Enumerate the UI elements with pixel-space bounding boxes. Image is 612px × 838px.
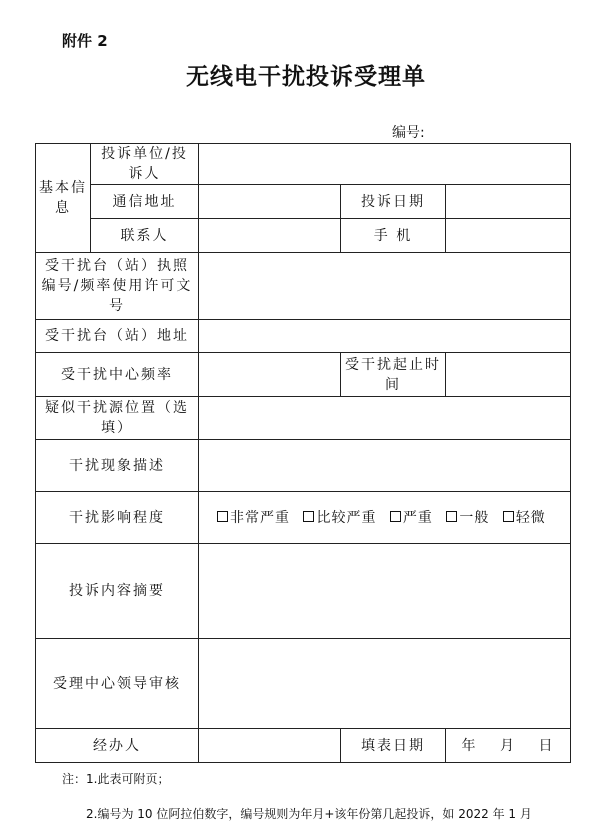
severity-option[interactable]: 比较严重: [303, 510, 376, 526]
severity-option[interactable]: 一般: [446, 510, 489, 526]
severity-option[interactable]: 严重: [390, 510, 433, 526]
mobile-label: 手 机: [341, 219, 446, 253]
severity-label: 干扰影响程度: [36, 492, 199, 544]
address-label: 通信地址: [91, 185, 199, 219]
fill-date-label: 填表日期: [341, 729, 446, 763]
checkbox-icon[interactable]: [217, 511, 228, 522]
contact-label: 联系人: [91, 219, 199, 253]
complaint-date-label: 投诉日期: [341, 185, 446, 219]
interference-time-label: 受干扰起止时间: [341, 353, 446, 397]
station-address-field[interactable]: [199, 320, 571, 353]
summary-label: 投诉内容摘要: [36, 544, 199, 639]
station-address-label: 受干扰台（站）地址: [36, 320, 199, 353]
complaint-date-field[interactable]: [446, 185, 571, 219]
note-2: 2.编号为 10 位阿拉伯数字，编号规则为年月+该年份第几起投诉，如 2022 年 1 月: [86, 807, 532, 821]
serial-number-label: 编号:: [392, 125, 425, 141]
phenomenon-label: 干扰现象描述: [36, 440, 199, 492]
station-license-field[interactable]: [199, 253, 571, 320]
phenomenon-field[interactable]: [199, 440, 571, 492]
review-field[interactable]: [199, 639, 571, 729]
review-label: 受理中心领导审核: [36, 639, 199, 729]
checkbox-icon[interactable]: [303, 511, 314, 522]
severity-option[interactable]: 轻微: [503, 510, 546, 526]
checkbox-icon[interactable]: [503, 511, 514, 522]
severity-option[interactable]: 非常严重: [217, 510, 290, 526]
source-location-field[interactable]: [199, 397, 571, 440]
center-frequency-label: 受干扰中心频率: [36, 353, 199, 397]
station-license-label: 受干扰台（站）执照编号/频率使用许可文号: [36, 253, 199, 320]
mobile-field[interactable]: [446, 219, 571, 253]
note-1: 注：1.此表可附页；: [62, 772, 170, 786]
source-location-label: 疑似干扰源位置（选填）: [36, 397, 199, 440]
complaint-form-table: [35, 143, 571, 763]
address-field[interactable]: [199, 185, 341, 219]
checkbox-icon[interactable]: [390, 511, 401, 522]
form-title: 无线电干扰投诉受理单: [186, 63, 426, 90]
handler-label: 经办人: [36, 729, 199, 763]
interference-time-field[interactable]: [446, 353, 571, 397]
severity-options: [199, 492, 571, 544]
basic-info-label: 基本信息: [36, 144, 91, 253]
summary-field[interactable]: [199, 544, 571, 639]
fill-date-field[interactable]: 年 月 日: [446, 729, 571, 763]
complainant-label: 投诉单位/投诉人: [91, 144, 199, 185]
contact-field[interactable]: [199, 219, 341, 253]
complainant-field[interactable]: [199, 144, 571, 185]
handler-field[interactable]: [199, 729, 341, 763]
checkbox-icon[interactable]: [446, 511, 457, 522]
attachment-label: 附件 2: [62, 32, 108, 50]
center-frequency-field[interactable]: [199, 353, 341, 397]
